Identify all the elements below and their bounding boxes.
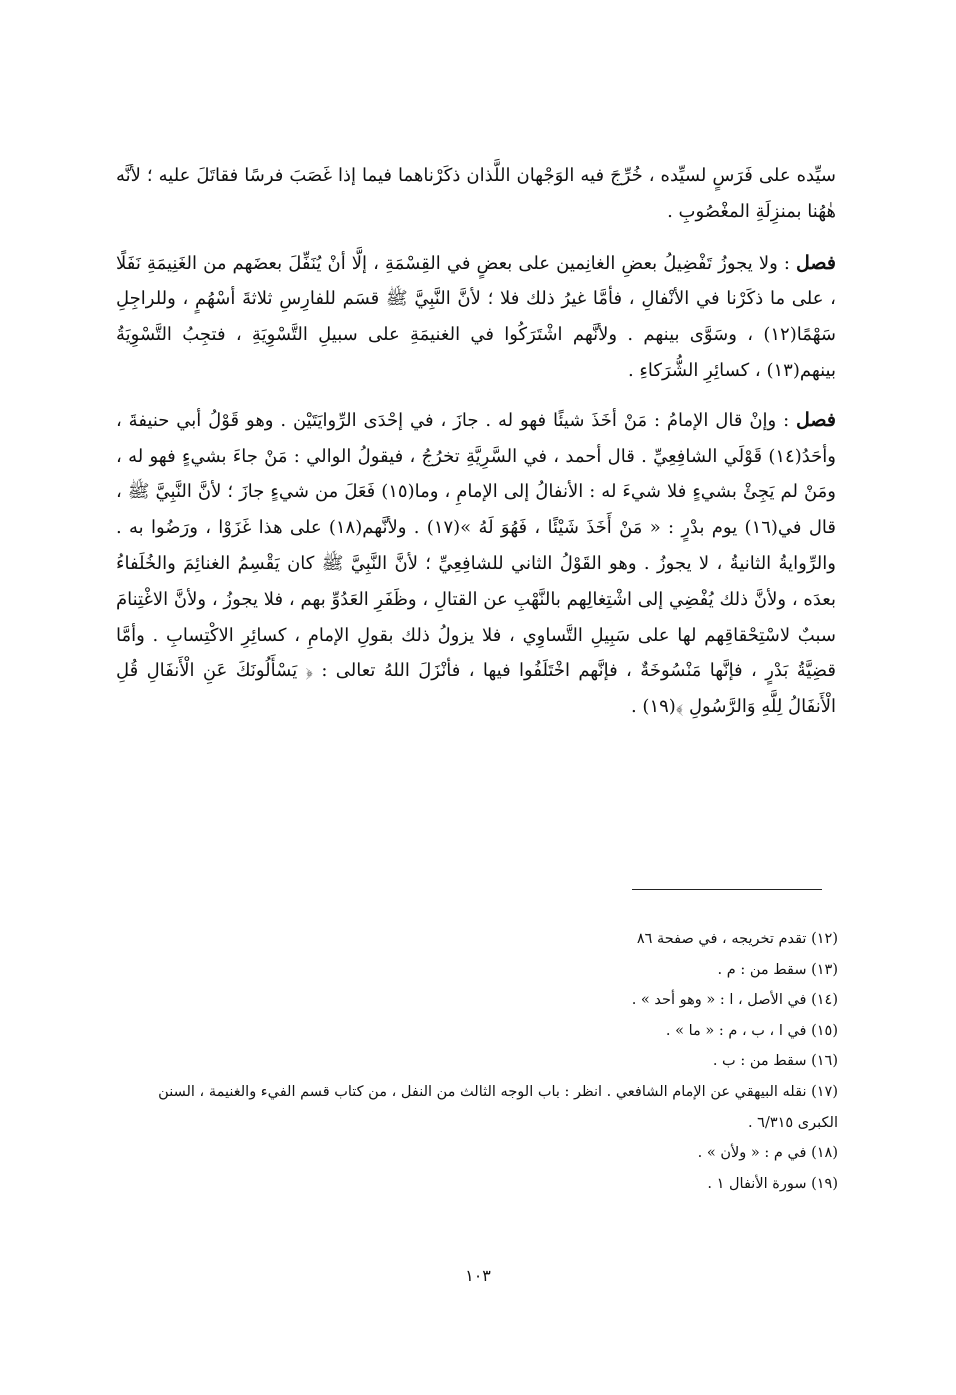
footnote-13: (١٣) سقط من : م . bbox=[717, 961, 838, 978]
footnote-19: (١٩) سورة الأنفال ١ . bbox=[707, 1175, 838, 1192]
footnote-14: (١٤) في الأصل ، ا : « وهو أحد » . bbox=[631, 992, 838, 1009]
page-number: ١٠٣ bbox=[465, 1266, 491, 1285]
paragraph-text: : وإنْ قال الإمامُ : مَنْ أخَذَ شيئًا فهو له . جازَ ، في إحْدَى الرِّوايَتَيْن . وهو قَوْلُ أبي حنيفةَ ، وأحَدُ(١٤) قَوْلَي الشافِعِيِّ . قال أحمد ، في السَّرِيَّةِ تخرُجُ ، فيقولُ الوالي : مَنْ جاءَ بشيءٍ فهو له ، ومَنْ لم يَجِئْ بشيءٍ فلا شيءَ له : الأنفالُ إلى الإمامِ ، وما(١٥) فَعَلَ من شيءٍ جازَ ؛ لأنَّ النَّبِيَّ ﷺ ، قال في(١٦) يوم بدْرٍ : « مَنْ أَخَذَ شَيْئًا ، فَهُوَ لَهُ »(١٧) . ولأنَّهم(١٨) على هذا غَزَوْا ، ورَضُوا به . والرِّوايةُ الثانيةُ ، لا يجوزُ . وهو القَوْلُ الثاني للشافِعِيِّ ؛ لأنَّ النَّبِيَّ ﷺ كان يَقْسِمُ الغنائِمَ والخُلَفاءُ بعدَه ، ولأنَّ ذلك يُفْضِي إلى اشْتِغالِهم بالنَّهْبِ عن القتالِ ، وظَفَرِ العَدُوِّ بهم ، فلا يجوزُ ، ولأنَّ الاغْتِنامَ سببٌ لاسْتِحْقاقِهم لها على سَبِيلِ التَّساوِي ، فلا يزولُ ذلك بقولِ الإمامِ ، كسائِرِ الاكْتِسابِ . وأمَّا قضِيَّةُ بَدْرٍ ، فإنَّها مَنْسُوخَةٌ ، فإنَّهم اخْتَلَفُوا فيها ، فأنْزَلَ اللهُ تعالى : ﴿ يَسْأَلُونَكَ عَنِ الْأَنفَالِ قُلِ الْأَنفَالُ لِلَّهِ وَالرَّسُولِ ﴾(١٩) . bbox=[116, 409, 836, 718]
footnotes-list bbox=[114, 924, 838, 1199]
footnote-divider bbox=[632, 889, 822, 890]
footnote-18: (١٨) في م : « ولأن » . bbox=[697, 1145, 838, 1162]
footnote-12: (١٢) تقدم تخريجه ، في صفحة ٨٦ bbox=[636, 931, 838, 947]
paragraph-fasl-division bbox=[116, 246, 836, 389]
paragraph-text: : ولا يجوزُ تَفْضِيلُ بعضِ الغانِمين على بعضٍ في القِسْمَةِ ، إلَّا أنْ يُنَفِّلَ بعضَهم من الغَنِيمَةِ نَفَلًا ، على ما ذكَرْنا في الأنْفالِ ، فأمَّا غيرُ ذلك فلا ؛ لأنَّ النَّبِيَّ ﷺ قسَم للفارِسِ ثلاثةَ أسْهُمٍ ، وللراجِلِ سَهْمًا(١٢) ، وسَوَّى بينهم . ولأنَّهم اشْتَرَكُوا في الغنيمَةِ على سبيلِ التَّسْوِيَةِ ، فتجِبُ التَّسْوِيَةُ بينهم(١٣) ، كسائِرِ الشُّرَكاءِ . bbox=[116, 252, 836, 381]
section-label: فصل bbox=[796, 251, 836, 274]
main-text bbox=[116, 158, 836, 725]
footnote-17: (١٧) نقله البيهقي عن الإمام الشافعي . انظر : باب الوجه الثالث من النفل ، من كتاب قسم الفيء والغنيمة ، السنن الكبرى ٦/٣١٥ . bbox=[158, 1083, 838, 1131]
footnote-16: (١٦) سقط من : ب . bbox=[712, 1053, 838, 1070]
paragraph-continuation: سيِّده على فَرَسٍ لسيِّده ، خُرِّجَ فيه الوَجْهان اللَّذان ذكَرْناهما فيما إذا غَصَبَ فرسًا فقاتَلَ عليه ؛ لأنَّه هٰهُنا بمنزِلَةِ المغْصُوبِ . bbox=[116, 165, 836, 222]
paragraph-fasl-imam bbox=[116, 403, 836, 725]
section-label: فصل bbox=[796, 408, 836, 431]
footnote-15: (١٥) في ا ، ب ، م : « ما » . bbox=[665, 1022, 838, 1039]
